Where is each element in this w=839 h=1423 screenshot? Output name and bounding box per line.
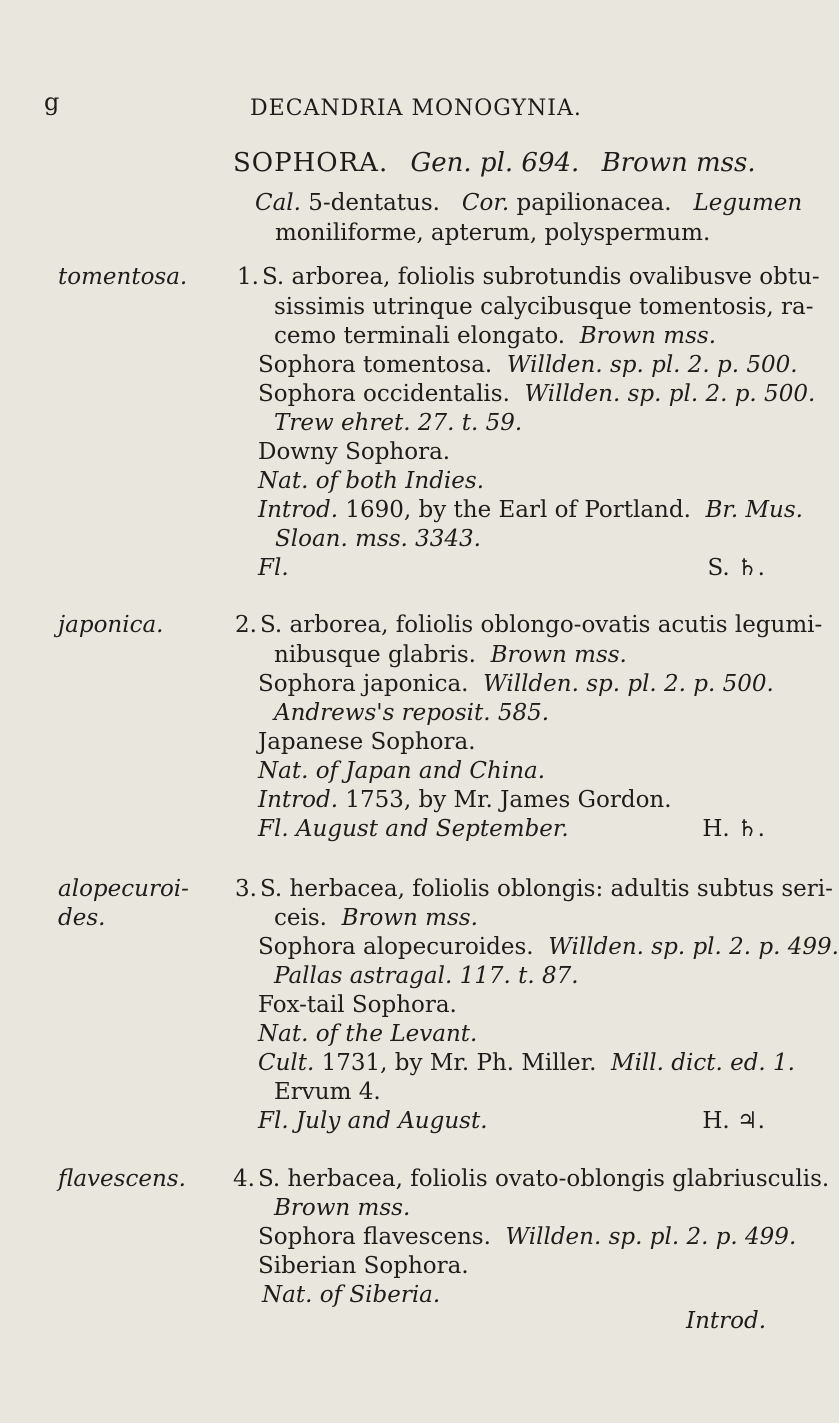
native-line: Nat. of Siberia.: [262, 1282, 441, 1308]
description-line: S. herbacea, foliolis ovato-oblongis glabriusculis.: [258, 1166, 830, 1192]
authority-line: Brown mss.: [274, 1195, 411, 1221]
common-name: Siberian Sophora.: [258, 1253, 469, 1279]
generic-character-line2: moniliforme, apterum, polyspermum.: [275, 220, 711, 246]
native-line: Nat. of Japan and China.: [258, 758, 546, 784]
habit-symbol: S. ♄.: [707, 555, 765, 581]
margin-species-name: tomentosa.: [58, 264, 188, 290]
synonym-line: Sophora occidentalis. Willden. sp. pl. 2. p. 500.: [258, 381, 816, 407]
synonym-line: Sophora japonica. Willden. sp. pl. 2. p. 500.: [258, 671, 774, 697]
synonym-line: Sophora flavescens. Willden. sp. pl. 2. p. 499.: [258, 1224, 797, 1250]
reference-line: Andrews's reposit. 585.: [274, 700, 550, 726]
margin-species-name: japonica.: [58, 612, 164, 638]
margin-species-name: flavescens.: [58, 1166, 186, 1192]
synonym-line: Sophora alopecuroides. Willden. sp. pl. 2. p. 499.: [258, 934, 839, 960]
habit-symbol: H. ♃.: [702, 1108, 765, 1134]
margin-species-name-continued: des.: [58, 905, 106, 931]
calyx-label: Cal.: [255, 190, 301, 216]
description-line: S. arborea, foliolis oblongo-ovatis acutis legumi-: [260, 612, 823, 638]
page-number: g: [44, 88, 60, 116]
species-number: 2.: [235, 612, 257, 638]
habit-symbol: H. ♄.: [702, 816, 765, 842]
genus-reference: Gen. pl. 694.: [410, 148, 580, 178]
generic-character: [255, 190, 802, 216]
legume-label: Legumen: [693, 190, 803, 216]
common-name: Japanese Sophora.: [258, 729, 476, 755]
flowering-line: Fl.: [258, 555, 289, 581]
cultivation-line: Cult. 1731, by Mr. Ph. Miller. Mill. dict. ed. 1.: [258, 1050, 795, 1076]
corolla-label: Cor.: [461, 190, 510, 216]
species-number: 4.: [233, 1166, 255, 1192]
common-name: Fox-tail Sophora.: [258, 992, 457, 1018]
native-line: Nat. of the Levant.: [258, 1021, 478, 1047]
description-line: sissimis utrinque calycibusque tomentosis, ra-: [274, 294, 814, 320]
description-line: ceis. Brown mss.: [274, 905, 478, 931]
species-number: 3.: [235, 876, 257, 902]
calyx-text: 5-dentatus.: [308, 190, 440, 216]
reference-line: Pallas astragal. 117. t. 87.: [274, 963, 579, 989]
reference-line: Sloan. mss. 3343.: [275, 526, 481, 552]
flowering-line: Fl. August and September.: [258, 816, 569, 842]
description-line: S. arborea, foliolis subrotundis ovalibusve obtu-: [262, 264, 820, 290]
catchword: Introd.: [686, 1308, 767, 1334]
introduction-line: Introd. 1753, by Mr. James Gordon.: [258, 787, 672, 813]
common-name: Downy Sophora.: [258, 439, 451, 465]
synonym-line: Sophora tomentosa. Willden. sp. pl. 2. p. 500.: [258, 352, 798, 378]
genus-heading: [233, 148, 756, 178]
flowering-line: Fl. July and August.: [258, 1108, 488, 1134]
description-line: S. herbacea, foliolis oblongis: adultis subtus seri-: [260, 876, 833, 902]
reference-line: Trew ehret. 27. t. 59.: [274, 410, 523, 436]
description-line: cemo terminali elongato. Brown mss.: [274, 323, 717, 349]
genus-name: SOPHORA.: [233, 148, 389, 178]
reference-line: Ervum 4.: [274, 1079, 381, 1105]
margin-species-name: alopecuroi-: [58, 876, 189, 902]
running-title: DECANDRIA MONOGYNIA.: [250, 96, 582, 121]
corolla-text: papilionacea.: [516, 190, 672, 216]
species-number: 1.: [237, 264, 259, 290]
introduction-line: Introd. 1690, by the Earl of Portland. Br. Mus.: [258, 497, 803, 523]
native-line: Nat. of both Indies.: [258, 468, 485, 494]
genus-authority: Brown mss.: [601, 148, 756, 178]
description-line: nibusque glabris. Brown mss.: [274, 642, 627, 668]
